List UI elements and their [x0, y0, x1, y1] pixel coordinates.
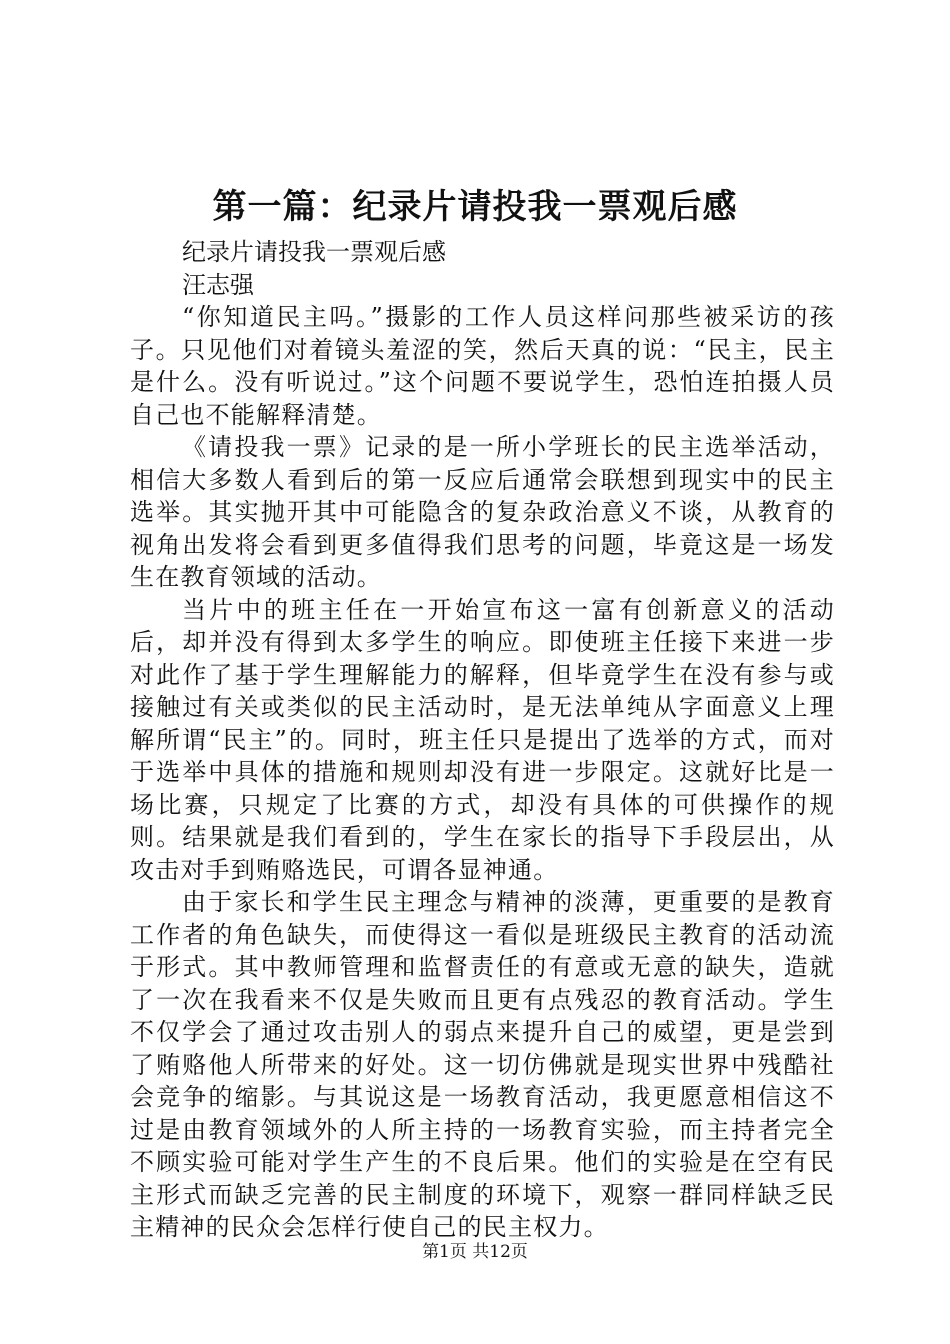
document-subtitle: 纪录片请投我一票观后感: [182, 238, 446, 266]
paragraph: 《请投我一票》记录的是一所小学班长的民主选举活动，相信大多数人看到后的第一反应后通常会联想到现实中的民主选举。其实抛开其中可能隐含的复杂政治意义不谈，从教育的视角出发将会看到更多值得我们思考的问题，毕竟这是一场发生在教育领域的活动。: [130, 433, 835, 591]
document-body: [130, 236, 835, 1244]
page-title: 第一篇：纪录片请投我一票观后感: [212, 187, 738, 227]
paragraph: 由于家长和学生民主理念与精神的淡薄，更重要的是教育工作者的角色缺失，而使得这一看似是班级民主教育的活动流于形式。其中教师管理和监督责任的有意或无意的缺失，造就了一次在我看来不仅是失败而且更有点残忍的教育活动。学生不仅学会了通过攻击别人的弱点来提升自己的威望，更是尝到了贿赂他人所带来的好处。这一切仿佛就是现实世界中残酷社会竞争的缩影。与其说这是一场教育活动，我更愿意相信这不过是由教育领域外的人所主持的一场教育实验，而主持者完全不顾实验可能对学生产生的不良后果。他们的实验是在空有民主形式而缺乏完善的民主制度的环境下，观察一群同样缺乏民主精神的民众会怎样行使自己的民主权力。: [130, 888, 835, 1241]
author-name: 汪志强: [182, 270, 254, 299]
page-footer: 第1页 共12页: [422, 1242, 528, 1262]
paragraph: 当片中的班主任在一开始宣布这一富有创新意义的活动后，却并没有得到太多学生的响应。即使班主任接下来进一步对此作了基于学生理解能力的解释，但毕竟学生在没有参与或接触过有关或类似的民主活动时，是无法单纯从字面意义上理解所谓“民主”的。同时，班主任只是提出了选举的方式，而对于选举中具体的措施和规则却没有进一步限定。这就好比是一场比赛，只规定了比赛的方式，却没有具体的可供操作的规则。结果就是我们看到的，学生在家长的指导下手段层出，从攻击对手到贿赂选民，可谓各显神通。: [130, 595, 835, 884]
paragraph: “你知道民主吗。”摄影的工作人员这样问那些被采访的孩子。只见他们对着镜头羞涩的笑，然后天真的说：“民主，民主是什么。没有听说过。”这个问题不要说学生，恐怕连拍摄人员自己也不能解释清楚。: [130, 303, 835, 429]
